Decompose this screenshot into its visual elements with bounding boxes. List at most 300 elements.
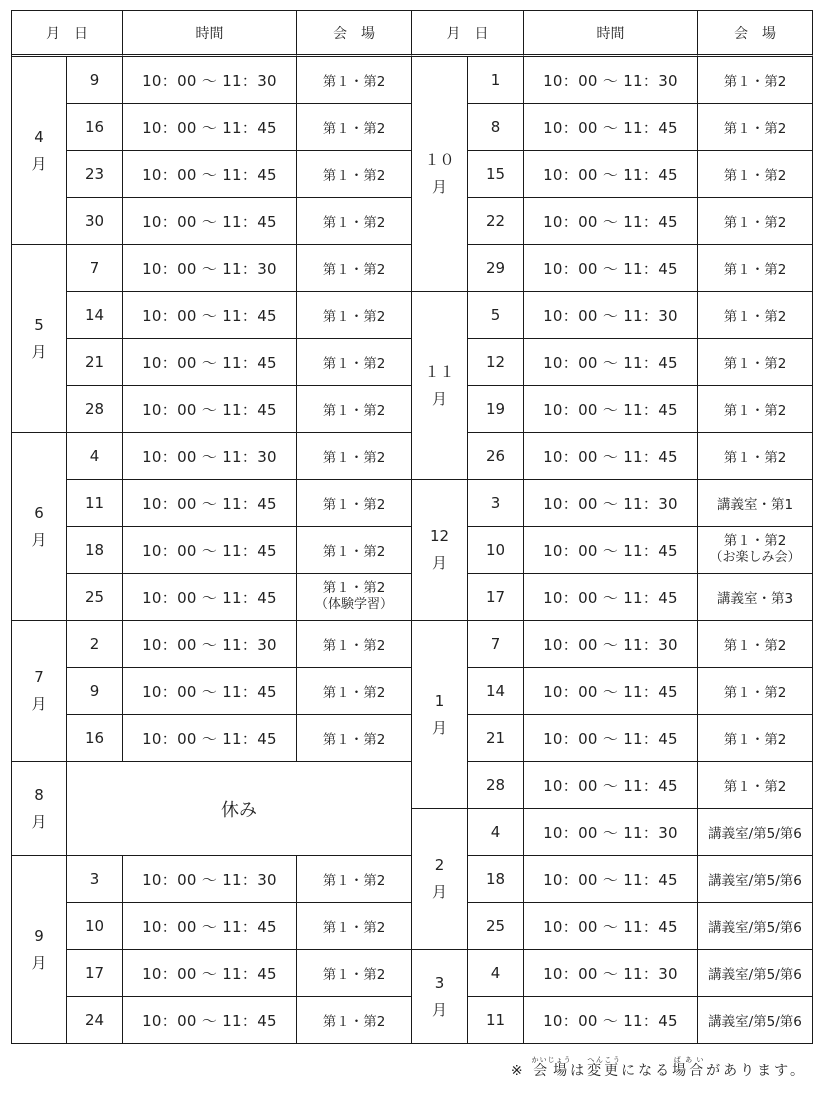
day-cell — [67, 903, 123, 950]
time-cell — [123, 433, 297, 480]
header-month-day — [12, 11, 123, 57]
venue-note: （お楽しみ会） — [709, 550, 801, 566]
day-label: 29 — [485, 259, 506, 277]
day-label: 17 — [84, 964, 105, 982]
venue-cell — [698, 527, 813, 574]
time-label: 10：00 ～ 11：45 — [142, 306, 277, 325]
time-label: 10：00 ～ 11：45 — [142, 964, 277, 983]
month-number: 6 — [34, 503, 44, 522]
venue-cell — [297, 903, 412, 950]
day-cell — [468, 57, 524, 104]
venue-cell — [698, 339, 813, 386]
time-label: 10：00 ～ 11：45 — [142, 729, 277, 748]
month-unit: 月 — [31, 342, 47, 361]
note-word-baai — [672, 1056, 707, 1079]
venue-label: 第１・第2 — [723, 685, 787, 701]
day-label: 24 — [84, 1011, 105, 1029]
time-label: 10：00 ～ 11：45 — [543, 259, 678, 278]
day-cell — [67, 57, 123, 104]
month-number: 12 — [429, 527, 450, 545]
venue-label: 第１・第2 — [322, 497, 386, 513]
venue-label: 講義室/第5/第6 — [708, 967, 802, 983]
day-cell — [67, 527, 123, 574]
venue-label: 第１・第2 — [723, 638, 787, 654]
venue-cell — [297, 527, 412, 574]
month-number: 1 — [434, 691, 445, 710]
time-label: 10：00 ～ 11：45 — [142, 212, 277, 231]
venue-label: 講義室・第3 — [716, 591, 794, 607]
day-label: 22 — [485, 212, 506, 230]
time-label: 10：00 ～ 11：30 — [543, 306, 678, 325]
time-label: 10：00 ～ 11：45 — [142, 400, 277, 419]
venue-cell — [297, 715, 412, 762]
venue-cell — [698, 950, 813, 997]
time-label: 10：00 ～ 11：45 — [142, 1011, 277, 1030]
day-cell — [468, 997, 524, 1044]
day-cell — [67, 621, 123, 668]
venue-cell — [698, 480, 813, 527]
time-label: 10：00 ～ 11：45 — [543, 447, 678, 466]
day-cell — [67, 950, 123, 997]
day-label: 15 — [485, 165, 506, 183]
time-label: 10：00 ～ 11：30 — [543, 964, 678, 983]
day-cell — [67, 574, 123, 621]
time-label: 10：00 ～ 11：45 — [142, 118, 277, 137]
month-cell — [12, 57, 67, 245]
time-cell — [524, 339, 698, 386]
header-time-label: 時間 — [596, 25, 625, 42]
venue-cell — [698, 245, 813, 292]
day-label: 3 — [89, 870, 100, 888]
venue-cell — [698, 715, 813, 762]
day-cell — [468, 198, 524, 245]
day-cell — [468, 151, 524, 198]
day-cell — [67, 245, 123, 292]
venue-label: 第１・第2 — [322, 1014, 386, 1030]
time-label: 10：00 ～ 11：45 — [543, 870, 678, 889]
time-cell — [123, 997, 297, 1044]
day-cell — [468, 621, 524, 668]
time-cell — [524, 809, 698, 856]
header-venue-label: 会 場 — [333, 25, 375, 42]
time-label: 10：00 ～ 11：30 — [543, 494, 678, 513]
month-number: 5 — [34, 315, 44, 334]
note-text: は — [570, 1063, 588, 1079]
month-cell — [412, 809, 468, 950]
venue-label: 第１・第2 — [322, 168, 386, 184]
venue-label: 第１・第2 — [723, 779, 787, 795]
time-label: 10：00 ～ 11：45 — [543, 776, 678, 795]
venue-cell — [297, 151, 412, 198]
venue-cell — [297, 856, 412, 903]
time-label: 10：00 ～ 11：45 — [543, 682, 678, 701]
venue-label: 第１・第2 — [322, 873, 386, 889]
time-cell — [123, 104, 297, 151]
month-unit: 月 — [431, 178, 447, 196]
venue-cell — [698, 668, 813, 715]
time-cell — [524, 433, 698, 480]
venue-label: 第１・第2 — [322, 685, 386, 701]
note-ruby: ばあい — [672, 1056, 707, 1064]
note-word-henkou — [587, 1056, 622, 1079]
venue-label: 第１・第2 — [723, 74, 787, 90]
time-label: 10：00 ～ 11：45 — [543, 353, 678, 372]
month-cell — [412, 57, 468, 292]
venue-change-note — [511, 1056, 807, 1082]
month-number: 4 — [34, 127, 44, 146]
day-label: 25 — [84, 588, 105, 606]
day-label: 3 — [490, 494, 501, 512]
venue-label: 第１・第2 — [322, 920, 386, 936]
day-label: 14 — [485, 682, 506, 700]
day-cell — [468, 386, 524, 433]
day-cell — [67, 715, 123, 762]
venue-cell — [698, 386, 813, 433]
venue-label: 講義室/第5/第6 — [708, 873, 802, 889]
venue-cell — [698, 198, 813, 245]
day-label: 17 — [485, 588, 506, 606]
venue-label: 第１・第2 — [322, 356, 386, 372]
venue-cell — [698, 856, 813, 903]
month-cell — [412, 292, 468, 480]
time-cell — [123, 480, 297, 527]
time-cell — [524, 574, 698, 621]
time-label: 10：00 ～ 11：45 — [543, 729, 678, 748]
time-label: 10：00 ～ 11：45 — [142, 588, 277, 607]
note-ruby: へんこう — [587, 1056, 622, 1064]
day-cell — [468, 480, 524, 527]
venue-label: 第１・第2 — [322, 732, 386, 748]
time-label: 10：00 ～ 11：30 — [543, 823, 678, 842]
day-label: 11 — [84, 494, 105, 512]
day-cell — [468, 809, 524, 856]
header-month-day — [412, 11, 524, 57]
day-label: 30 — [84, 212, 105, 230]
time-cell — [524, 386, 698, 433]
month-number: 2 — [434, 856, 445, 874]
time-cell — [524, 292, 698, 339]
day-label: 10 — [84, 917, 105, 935]
time-cell — [524, 856, 698, 903]
day-label: 4 — [89, 447, 100, 465]
month-unit: 月 — [31, 530, 47, 549]
month-number: １０ — [424, 151, 455, 169]
day-cell — [67, 480, 123, 527]
day-cell — [67, 198, 123, 245]
venue-cell — [698, 997, 813, 1044]
header-venue — [297, 11, 412, 57]
day-cell — [67, 386, 123, 433]
time-label: 10：00 ～ 11：45 — [543, 917, 678, 936]
venue-cell — [698, 57, 813, 104]
time-cell — [524, 57, 698, 104]
closed-cell — [67, 762, 412, 856]
header-month-day-label: 月 日 — [46, 25, 88, 42]
venue-label: 第１・第2 — [322, 544, 386, 560]
venue-cell — [698, 151, 813, 198]
day-label: 9 — [89, 71, 100, 89]
day-label: 26 — [485, 447, 506, 465]
venue-label: 第１・第2 — [723, 121, 787, 137]
month-cell — [412, 950, 468, 1044]
day-cell — [67, 339, 123, 386]
day-label: 7 — [490, 635, 501, 653]
venue-label: 第１・第2 — [322, 215, 386, 231]
month-unit: 月 — [431, 554, 447, 572]
day-label: 4 — [490, 823, 501, 841]
venue-cell — [297, 198, 412, 245]
note-text: 会場 — [531, 1063, 572, 1079]
month-unit: 月 — [431, 883, 447, 901]
venue-label: 第１・第2 — [723, 356, 787, 372]
time-cell — [123, 668, 297, 715]
month-unit: 月 — [431, 389, 447, 408]
time-label: 10：00 ～ 11：45 — [142, 494, 277, 513]
time-cell — [524, 245, 698, 292]
time-label: 10：00 ～ 11：45 — [543, 588, 678, 607]
venue-label: 講義室/第5/第6 — [708, 826, 802, 842]
month-cell — [12, 245, 67, 433]
month-cell — [412, 621, 468, 809]
month-cell — [12, 762, 67, 856]
time-cell — [524, 527, 698, 574]
day-cell — [67, 856, 123, 903]
day-label: 25 — [485, 917, 506, 935]
month-cell — [412, 480, 468, 621]
day-label: 23 — [84, 165, 105, 183]
venue-cell — [698, 762, 813, 809]
time-cell — [524, 997, 698, 1044]
day-cell — [468, 574, 524, 621]
venue-cell — [297, 339, 412, 386]
time-cell — [123, 527, 297, 574]
header-time — [123, 11, 297, 57]
month-unit: 月 — [31, 953, 47, 972]
venue-label: 第１・第2 — [322, 450, 386, 466]
day-cell — [468, 527, 524, 574]
time-cell — [123, 950, 297, 997]
venue-label: 第１・第2 — [322, 262, 386, 278]
time-cell — [524, 151, 698, 198]
day-label: 18 — [84, 541, 105, 559]
time-cell — [524, 668, 698, 715]
time-label: 10：00 ～ 11：30 — [142, 870, 277, 889]
day-label: 8 — [490, 118, 501, 136]
time-cell — [123, 57, 297, 104]
time-label: 10：00 ～ 11：45 — [142, 353, 277, 372]
time-label: 10：00 ～ 11：45 — [142, 917, 277, 936]
venue-label: 講義室/第5/第6 — [708, 920, 802, 936]
venue-label: 第１・第2 — [322, 403, 386, 419]
note-word-kaijou — [531, 1056, 572, 1079]
note-text: 変更 — [587, 1063, 622, 1079]
day-label: 16 — [84, 729, 105, 747]
day-cell — [468, 433, 524, 480]
closed-label: 休み — [221, 799, 257, 821]
time-cell — [123, 856, 297, 903]
month-number: 9 — [34, 926, 44, 945]
venue-cell — [297, 997, 412, 1044]
month-unit: 月 — [31, 154, 47, 173]
month-cell — [12, 856, 67, 1044]
venue-label: 第１・第2 — [322, 74, 386, 90]
day-label: 21 — [485, 729, 506, 747]
time-cell — [524, 762, 698, 809]
venue-cell — [297, 433, 412, 480]
venue-cell — [698, 292, 813, 339]
day-cell — [468, 339, 524, 386]
day-label: 21 — [84, 353, 105, 371]
venue-cell — [698, 621, 813, 668]
day-cell — [468, 715, 524, 762]
time-cell — [123, 621, 297, 668]
note-text: になる — [621, 1063, 673, 1079]
venue-cell — [698, 574, 813, 621]
day-label: 28 — [485, 776, 506, 794]
venue-label: 第１・第2 — [322, 309, 386, 325]
day-label: 1 — [490, 71, 501, 89]
time-label: 10：00 ～ 11：30 — [142, 259, 277, 278]
time-cell — [123, 339, 297, 386]
day-cell — [468, 903, 524, 950]
note-ruby: かいじょう — [531, 1056, 572, 1064]
time-cell — [524, 104, 698, 151]
venue-cell — [698, 809, 813, 856]
venue-cell — [297, 480, 412, 527]
time-cell — [524, 903, 698, 950]
time-cell — [123, 903, 297, 950]
note-text: 場合 — [672, 1063, 707, 1079]
day-cell — [67, 151, 123, 198]
month-cell — [12, 433, 67, 621]
venue-label: 第１・第2 — [723, 450, 787, 466]
day-cell — [468, 104, 524, 151]
venue-cell — [297, 950, 412, 997]
time-cell — [123, 198, 297, 245]
day-label: 5 — [490, 306, 501, 324]
venue-cell — [698, 104, 813, 151]
time-cell — [123, 245, 297, 292]
venue-label: 第１・第2 — [723, 532, 787, 549]
time-cell — [524, 621, 698, 668]
time-label: 10：00 ～ 11：45 — [142, 541, 277, 560]
venue-cell — [297, 292, 412, 339]
venue-label: 第１・第2 — [723, 309, 787, 325]
month-cell — [12, 621, 67, 762]
time-cell — [524, 198, 698, 245]
venue-cell — [297, 386, 412, 433]
venue-label: 第１・第2 — [322, 579, 386, 596]
time-label: 10：00 ～ 11：30 — [543, 71, 678, 90]
note-text: があります。 — [706, 1063, 807, 1079]
venue-note: （体験学習） — [314, 597, 393, 613]
schedule-table — [11, 10, 813, 1044]
time-label: 10：00 ～ 11：45 — [142, 165, 277, 184]
venue-cell — [297, 245, 412, 292]
header-venue-label: 会 場 — [734, 25, 776, 42]
venue-label: 第１・第2 — [723, 168, 787, 184]
day-label: 10 — [485, 541, 506, 559]
venue-label: 講義室・第1 — [716, 497, 794, 513]
header-time — [524, 11, 698, 57]
month-number: 7 — [34, 668, 44, 686]
day-cell — [67, 292, 123, 339]
month-unit: 月 — [31, 812, 47, 831]
header-venue — [698, 11, 813, 57]
day-label: 14 — [84, 306, 105, 324]
header-month-day-label: 月 日 — [446, 25, 489, 42]
time-label: 10：00 ～ 11：45 — [543, 541, 678, 560]
venue-cell — [698, 433, 813, 480]
venue-cell — [297, 104, 412, 151]
day-label: 7 — [89, 259, 100, 277]
venue-cell — [297, 621, 412, 668]
day-label: 19 — [485, 400, 506, 418]
time-cell — [123, 292, 297, 339]
venue-label: 第１・第2 — [322, 967, 386, 983]
venue-label: 第１・第2 — [723, 732, 787, 748]
time-cell — [123, 151, 297, 198]
day-cell — [468, 245, 524, 292]
day-cell — [468, 762, 524, 809]
month-number: 3 — [434, 973, 445, 992]
venue-cell — [297, 57, 412, 104]
day-label: 16 — [84, 118, 105, 136]
day-cell — [67, 668, 123, 715]
day-cell — [67, 433, 123, 480]
venue-cell — [297, 574, 412, 621]
header-time-label: 時間 — [195, 25, 224, 42]
month-unit: 月 — [31, 695, 47, 713]
day-label: 12 — [485, 353, 506, 371]
day-cell — [468, 292, 524, 339]
venue-label: 第１・第2 — [723, 262, 787, 278]
day-label: 2 — [89, 635, 100, 653]
time-cell — [524, 950, 698, 997]
time-label: 10：00 ～ 11：30 — [142, 635, 277, 654]
time-cell — [123, 386, 297, 433]
note-mark: ※ — [510, 1063, 526, 1079]
time-cell — [524, 480, 698, 527]
time-label: 10：00 ～ 11：30 — [142, 447, 277, 466]
time-label: 10：00 ～ 11：30 — [142, 71, 277, 90]
day-cell — [67, 104, 123, 151]
time-cell — [123, 574, 297, 621]
day-cell — [468, 668, 524, 715]
venue-label: 第１・第2 — [322, 638, 386, 654]
time-cell — [524, 715, 698, 762]
day-cell — [468, 950, 524, 997]
time-label: 10：00 ～ 11：45 — [543, 1011, 678, 1030]
day-label: 28 — [84, 400, 105, 418]
day-cell — [468, 856, 524, 903]
venue-cell — [297, 668, 412, 715]
venue-label: 第１・第2 — [723, 215, 787, 231]
day-label: 9 — [89, 682, 100, 700]
month-unit: 月 — [431, 1000, 447, 1019]
time-label: 10：00 ～ 11：45 — [543, 400, 678, 419]
venue-cell — [698, 903, 813, 950]
month-number: １１ — [424, 362, 455, 381]
time-label: 10：00 ～ 11：45 — [543, 118, 678, 137]
venue-label: 講義室/第5/第6 — [708, 1014, 802, 1030]
venue-label: 第１・第2 — [322, 121, 386, 137]
day-cell — [67, 997, 123, 1044]
day-label: 4 — [490, 964, 501, 982]
day-label: 18 — [485, 870, 506, 888]
time-cell — [123, 715, 297, 762]
time-label: 10：00 ～ 11：45 — [142, 682, 277, 701]
